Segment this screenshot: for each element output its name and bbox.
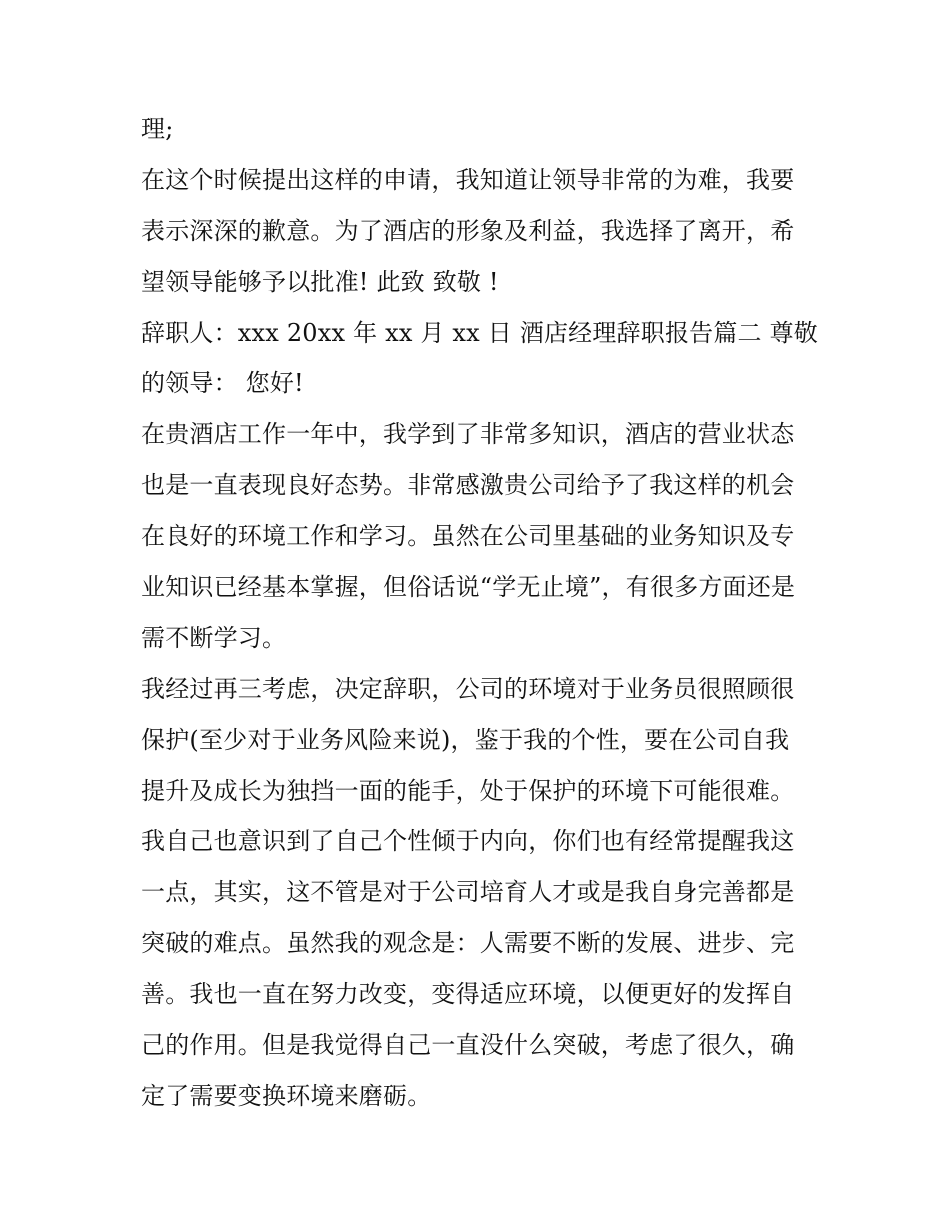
text-line: 在这个时候提出这样的申请，我知道让领导非常的为难，我要 bbox=[141, 165, 795, 194]
text-line: 辞职人：xxx 20xx 年 xx 月 xx 日 酒店经理辞职报告篇二 尊敬 bbox=[141, 318, 818, 347]
text-line: 提升及成长为独挡一面的能手，处于保护的环境下可能很难。 bbox=[141, 776, 795, 805]
text-line: 善。我也一直在努力改变，变得适应环境，以便更好的发挥自 bbox=[141, 980, 795, 1009]
text-line: 的领导： 您好! bbox=[141, 369, 304, 398]
text-line: 在良好的环境工作和学习。虽然在公司里基础的业务知识及专 bbox=[141, 522, 795, 551]
text-line: 我经过再三考虑，决定辞职，公司的环境对于业务员很照顾很 bbox=[141, 674, 795, 703]
text-line: 定了需要变换环境来磨砺。 bbox=[141, 1081, 432, 1110]
text-line: 需不断学习。 bbox=[141, 623, 287, 652]
text-line: 一点，其实，这不管是对于公司培育人才或是我自身完善都是 bbox=[141, 878, 795, 907]
text-line: 望领导能够予以批准! 此致 致敬 ! bbox=[141, 267, 499, 296]
body-text bbox=[141, 104, 821, 1122]
text-line: 表示深深的歉意。为了酒店的形象及利益，我选择了离开，希 bbox=[141, 216, 795, 245]
text-line: 我自己也意识到了自己个性倾于内向，你们也有经常提醒我这 bbox=[141, 827, 795, 856]
text-line: 在贵酒店工作一年中，我学到了非常多知识，酒店的营业状态 bbox=[141, 420, 795, 449]
text-line: 业知识已经基本掌握，但俗话说“学无止境”，有很多方面还是 bbox=[141, 573, 796, 602]
text-line: 保护(至少对于业务风险来说)，鉴于我的个性，要在公司自我 bbox=[141, 725, 790, 754]
text-line: 理; bbox=[141, 115, 174, 143]
text-line: 突破的难点。虽然我的观念是：人需要不断的发展、进步、完 bbox=[141, 929, 795, 958]
text-line: 也是一直表现良好态势。非常感激贵公司给予了我这样的机会 bbox=[141, 471, 795, 500]
text-line: 己的作用。但是我觉得自己一直没什么突破，考虑了很久，确 bbox=[141, 1031, 795, 1060]
